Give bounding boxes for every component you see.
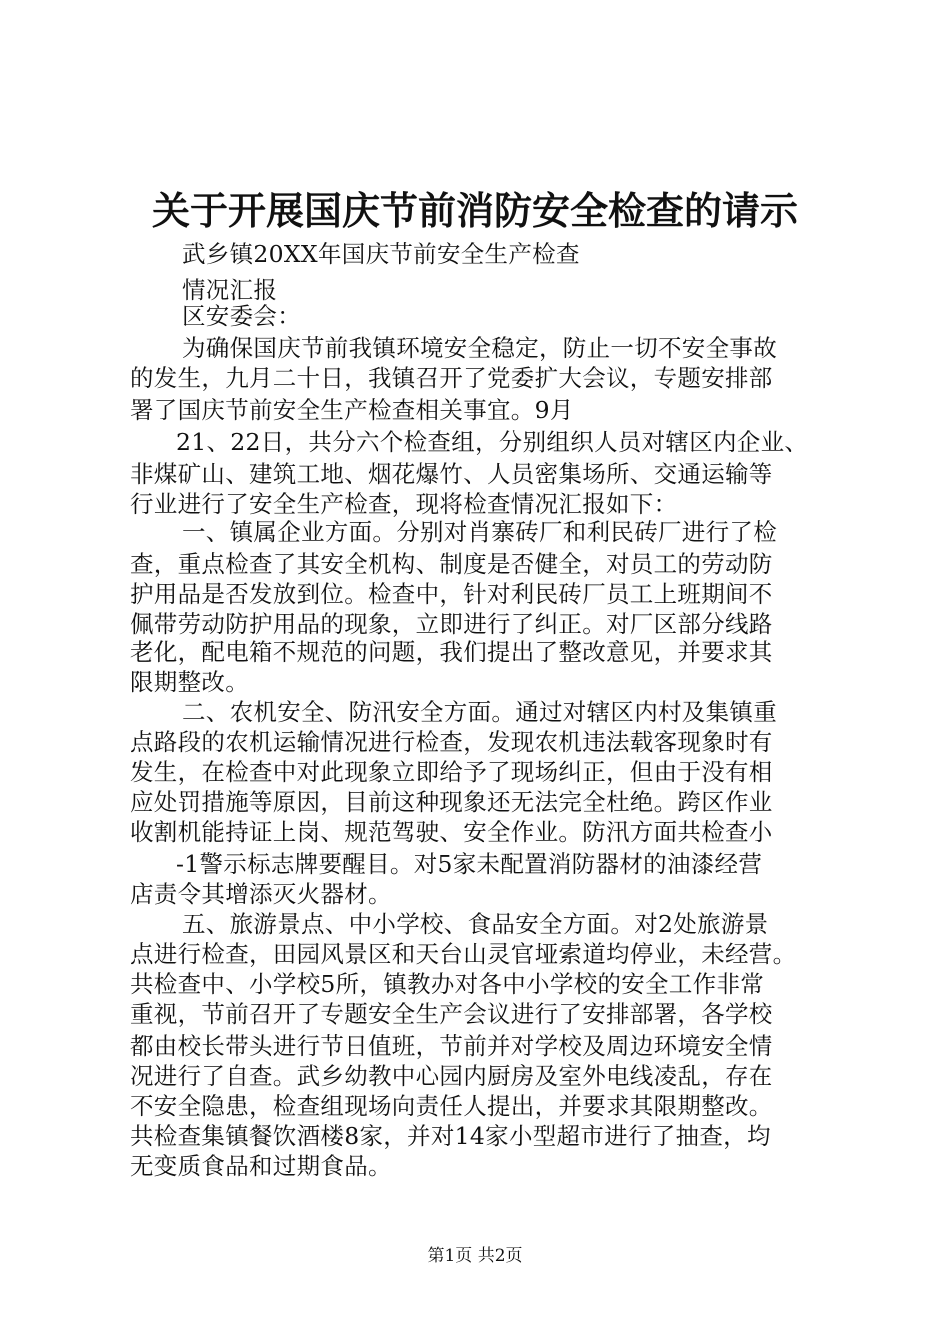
body-line: 无变质食品和过期食品。	[130, 1152, 392, 1180]
body-line: 一、镇属企业方面。分别对肖寨砖厂和利民砖厂进行了检	[182, 518, 777, 546]
body-line: 收割机能持证上岗、规范驾驶、安全作业。防汛方面共检查小	[130, 818, 773, 846]
body-line: 都由校长带头进行节日值班，节前并对学校及周边环境安全情	[130, 1032, 773, 1060]
body-line: 为确保国庆节前我镇环境安全稳定，防止一切不安全事故	[182, 334, 777, 362]
body-line: 共检查集镇餐饮酒楼8家，并对14家小型超市进行了抽查，均	[130, 1122, 771, 1150]
body-line: 21、22日，共分六个检查组，分别组织人员对辖区内企业、	[176, 428, 809, 456]
subtitle-line-2: 情况汇报	[182, 276, 278, 304]
body-line: 共检查中、小学校5所，镇教办对各中小学校的安全工作非常	[130, 970, 765, 998]
body-line: 署了国庆节前安全生产检查相关事宜。9月	[130, 396, 574, 424]
body-line: 不安全隐患，检查组现场向责任人提出，并要求其限期整改。	[130, 1092, 773, 1120]
body-line: 发生，在检查中对此现象立即给予了现场纠正，但由于没有相	[130, 758, 773, 786]
body-line: 查，重点检查了其安全机构、制度是否健全，对员工的劳动防	[130, 550, 773, 578]
body-line: -1警示标志牌要醒目。对5家未配置消防器材的油漆经营	[176, 850, 763, 878]
page-footer: 第1页 共2页	[427, 1246, 523, 1266]
body-line: 重视，节前召开了专题安全生产会议进行了安排部署，各学校	[130, 1000, 773, 1028]
body-line: 的发生，九月二十日，我镇召开了党委扩大会议，专题安排部	[130, 364, 773, 392]
body-line: 行业进行了安全生产检查，现将检查情况汇报如下：	[130, 490, 678, 518]
body-line: 老化，配电箱不规范的问题，我们提出了整改意见，并要求其	[130, 638, 773, 666]
body-line: 佩带劳动防护用品的现象，立即进行了纠正。对厂区部分线路	[130, 610, 773, 638]
body-line: 应处罚措施等原因，目前这种现象还无法完全杜绝。跨区作业	[130, 788, 773, 816]
body-line: 护用品是否发放到位。检查中，针对利民砖厂员工上班期间不	[130, 580, 773, 608]
body-line: 五、旅游景点、中小学校、食品安全方面。对2处旅游景	[182, 910, 769, 938]
subtitle-line-1: 武乡镇20XX年国庆节前安全生产检查	[182, 240, 580, 268]
body-line: 况进行了自查。武乡幼教中心园内厨房及室外电线凌乱，存在	[130, 1062, 773, 1090]
document-title: 关于开展国庆节前消防安全检查的请示	[151, 188, 798, 233]
body-line: 非煤矿山、建筑工地、烟花爆竹、人员密集场所、交通运输等	[130, 460, 773, 488]
salutation: 区安委会：	[182, 302, 301, 330]
body-line: 限期整改。	[130, 668, 249, 696]
body-line: 点进行检查，田园风景区和天台山灵官垭索道均停业，未经营。	[130, 940, 797, 968]
body-line: 店责令其增添灭火器材。	[130, 880, 392, 908]
body-line: 点路段的农机运输情况进行检查，发现农机违法载客现象时有	[130, 728, 773, 756]
body-line: 二、农机安全、防汛安全方面。通过对辖区内村及集镇重	[182, 698, 777, 726]
